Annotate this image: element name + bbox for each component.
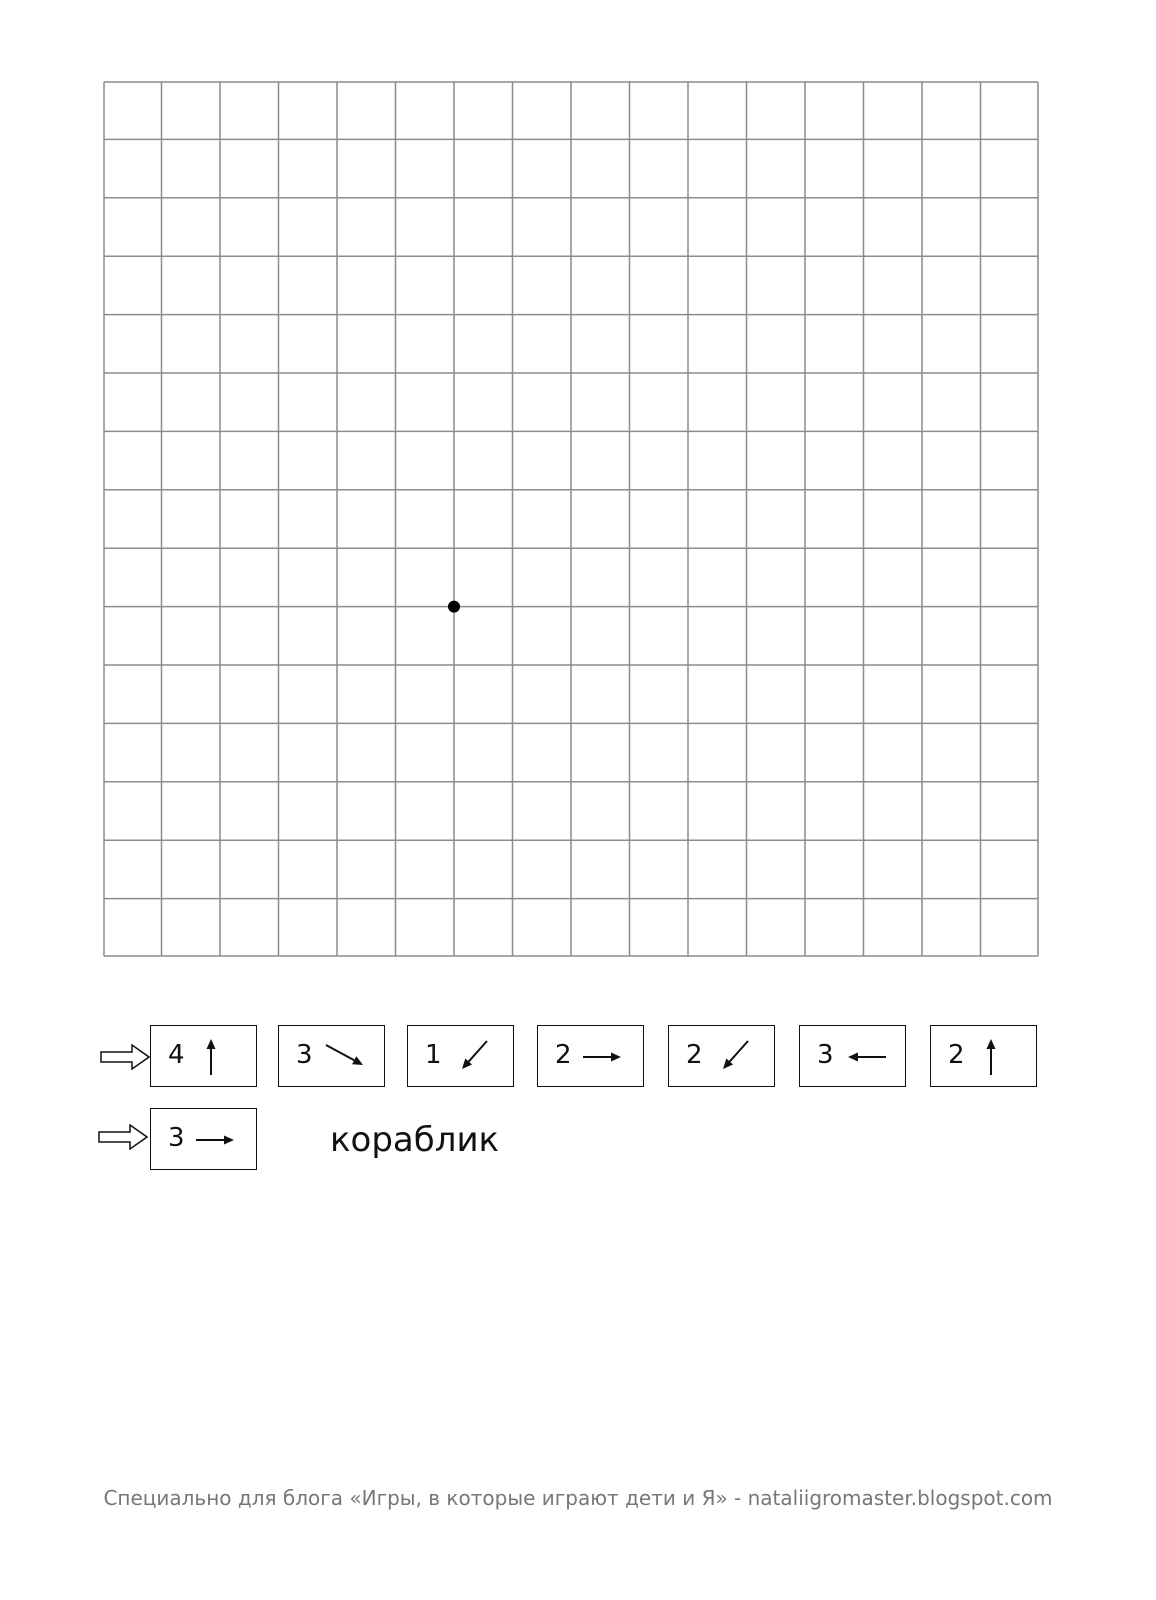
command-count: 2: [555, 1040, 572, 1070]
arrow-down-left-icon: [450, 1032, 500, 1082]
command-card: [150, 1025, 257, 1087]
command-count: 3: [296, 1040, 313, 1070]
arrow-right-icon: [193, 1115, 243, 1165]
start-arrow-icon: [98, 1124, 148, 1150]
footer-credit: Специально для блога «Игры, в которые играют дети и Я» - nataliigromaster.blogspot.com: [103, 1486, 1053, 1510]
command-count: 3: [817, 1040, 834, 1070]
command-card: [150, 1108, 257, 1170]
start-dot: [448, 601, 460, 613]
arrow-down-right-icon: [321, 1032, 371, 1082]
arrow-right-icon: [580, 1032, 630, 1082]
command-count: 1: [425, 1040, 442, 1070]
arrow-up-icon: [973, 1032, 1023, 1082]
command-card: [407, 1025, 514, 1087]
command-card: [537, 1025, 644, 1087]
arrow-up-icon: [193, 1032, 243, 1082]
command-count: 3: [168, 1123, 185, 1153]
start-arrow-icon: [100, 1044, 150, 1070]
puzzle-title: кораблик: [330, 1120, 500, 1160]
command-count: 2: [686, 1040, 703, 1070]
command-card: [278, 1025, 385, 1087]
command-card: [668, 1025, 775, 1087]
drawing-grid[interactable]: [103, 81, 1039, 957]
command-count: 4: [168, 1040, 185, 1070]
command-card: [930, 1025, 1037, 1087]
arrow-left-icon: [842, 1032, 892, 1082]
command-count: 2: [948, 1040, 965, 1070]
arrow-down-left-icon: [711, 1032, 761, 1082]
command-card: [799, 1025, 906, 1087]
